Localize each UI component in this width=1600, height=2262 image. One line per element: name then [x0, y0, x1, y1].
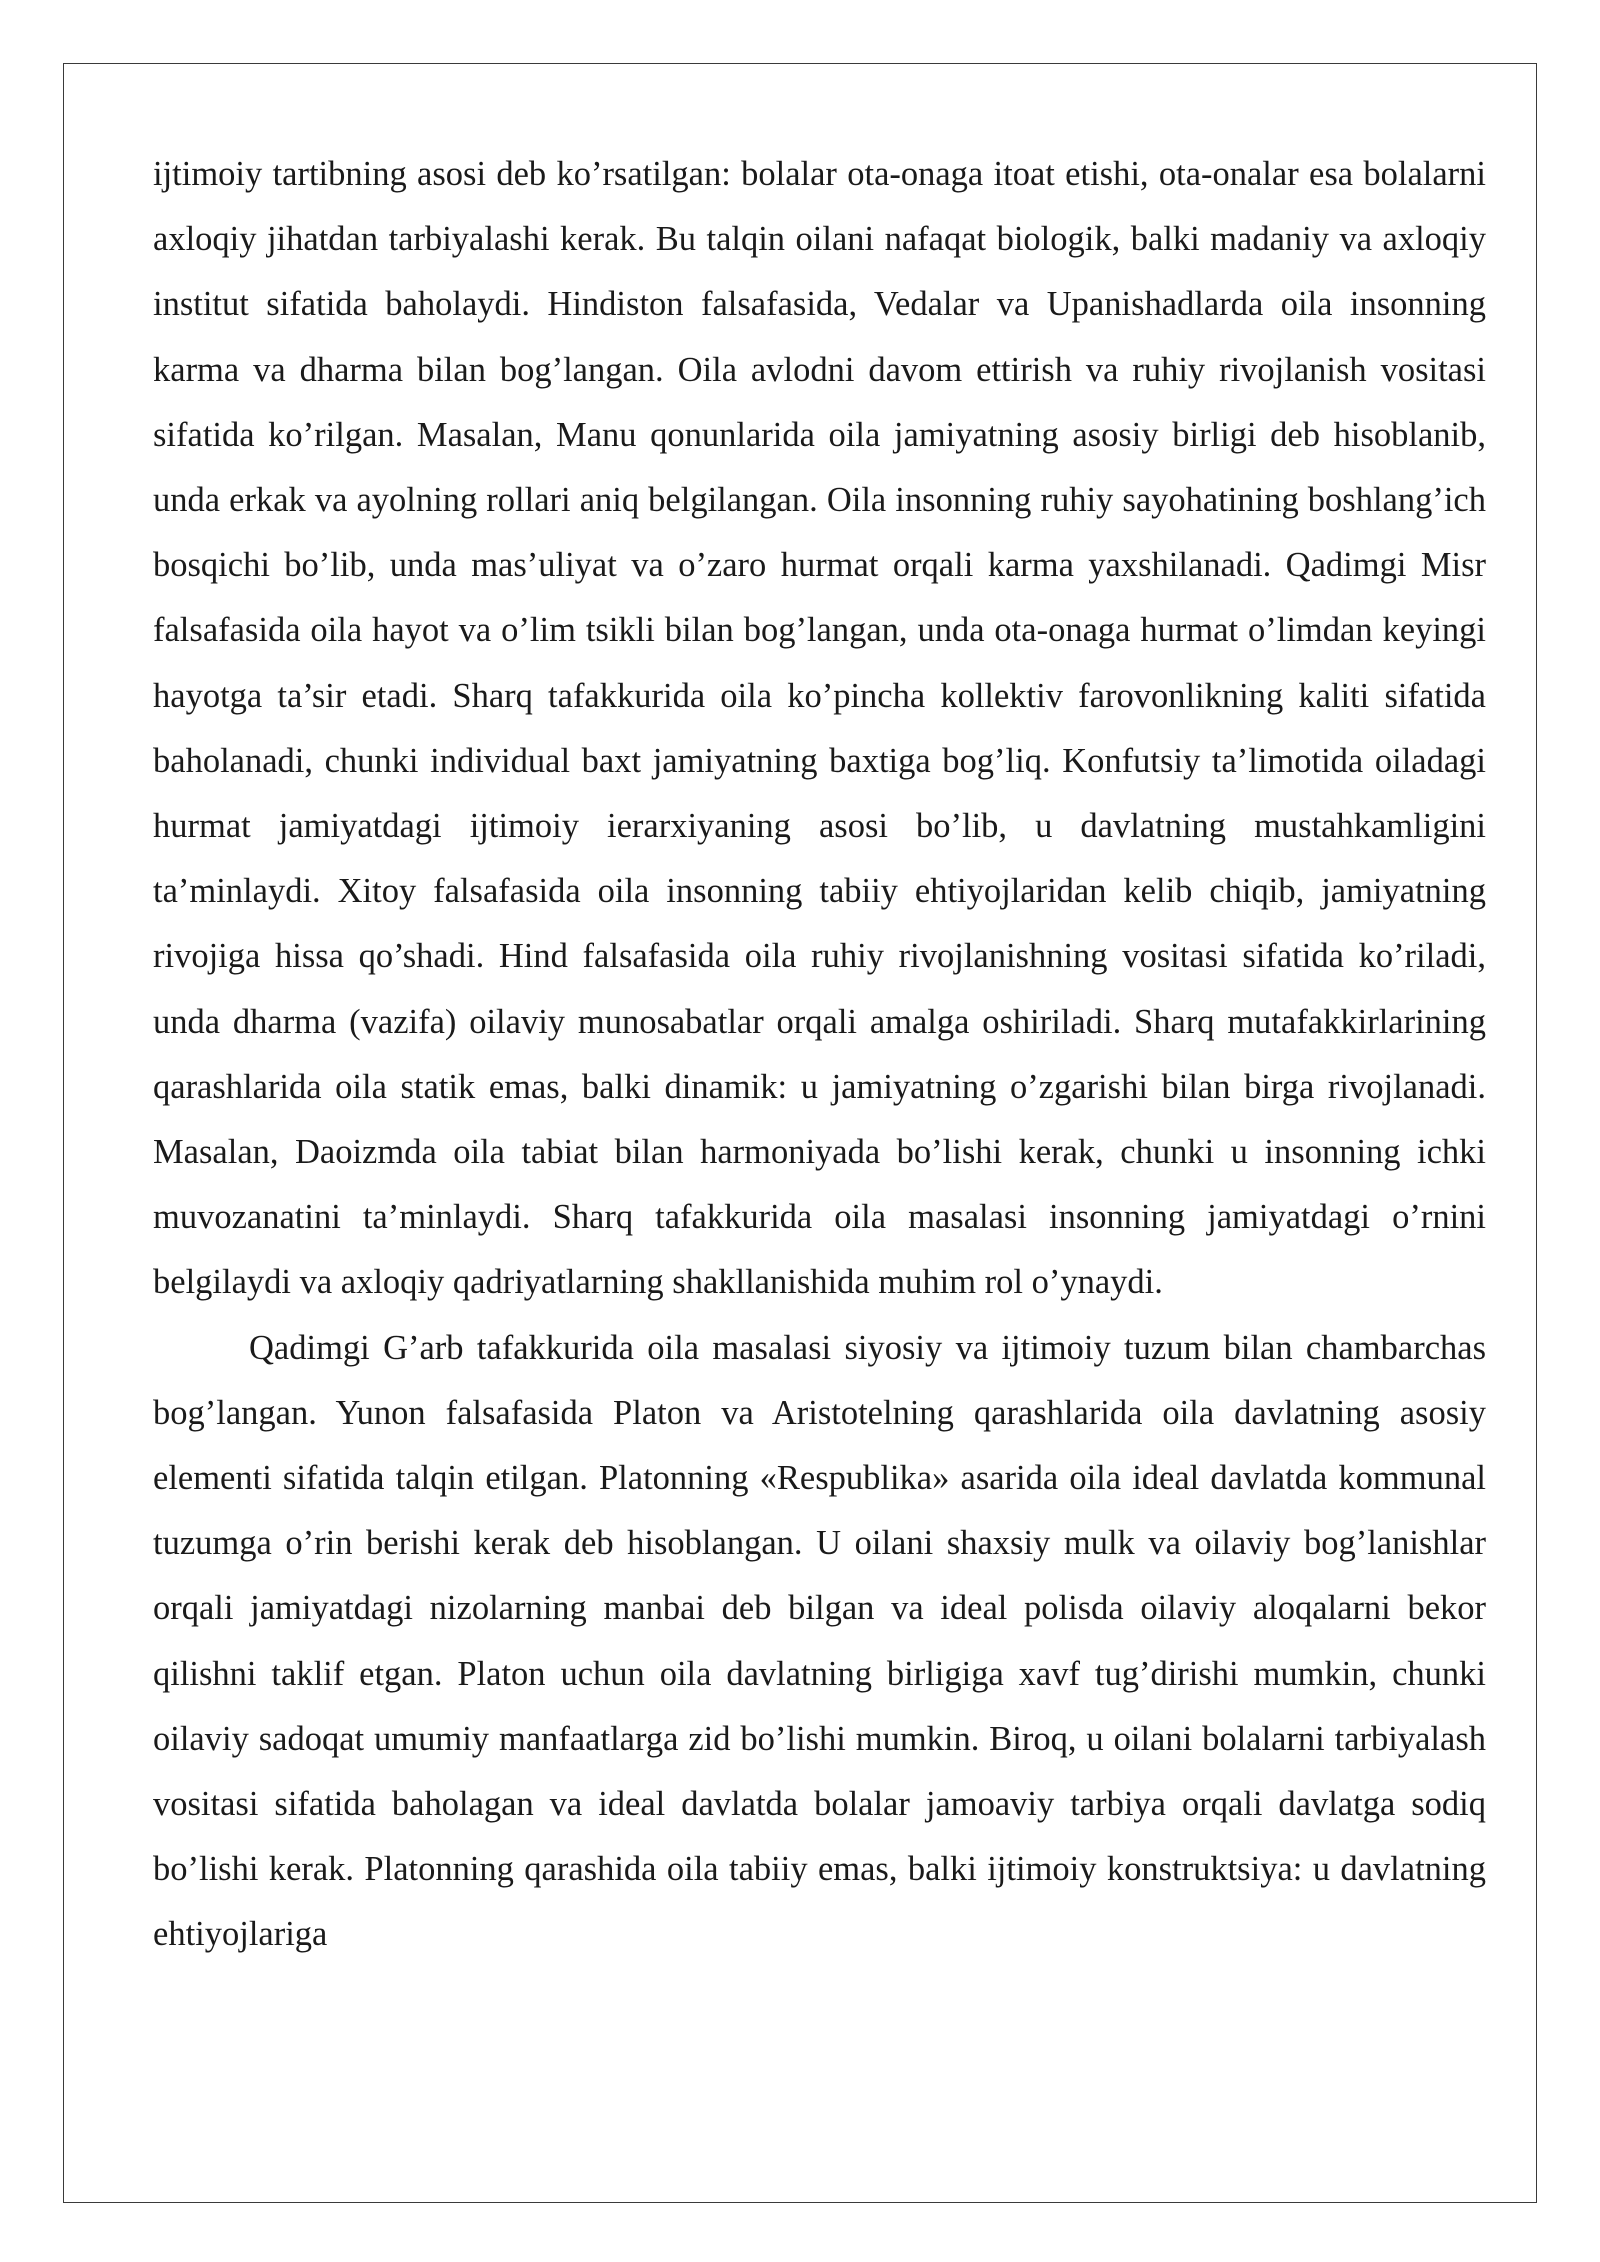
paragraph-2: Qadimgi G’arb tafakkurida oila masalasi siyosiy va ijtimoiy tuzum bilan chambarchas bog’langan. Yunon falsafasida Platon va Aristotelning qarashlarida oila davlatning asosiy elementi sifatida talqin etilgan. Platonning «Respublika» asarida oila ideal davlatda kommunal tuzumga o’rin berishi kerak deb hisoblangan. U oilani shaxsiy mulk va oilaviy bog’lanishlar orqali jamiyatdagi nizolarning manbai deb bilgan va ideal polisda oilaviy aloqalarni bekor qilishni taklif etgan. Platon uchun oila davlatning birligiga xavf tug’dirishi mumkin, chunki oilaviy sadoqat umumiy manfaatlarga zid bo’lishi mumkin. Biroq, u oilani bolalarni tarbiyalash vositasi sifatida baholagan va ideal davlatda bolalar jamoaviy tarbiya orqali davlatga sodiq bo’lishi kerak. Platonning qarashida oila tabiiy emas, balki ijtimoiy konstruktsiya: u davlatning ehtiyojlariga [153, 1328, 1486, 1954]
paragraph-1: ijtimoiy tartibning asosi deb ko’rsatilgan: bolalar ota-onaga itoat etishi, ota-onalar esa bolalarni axloqiy jihatdan tarbiyalashi kerak. Bu talqin oilani nafaqat biologik, balki madaniy va axloqiy institut sifatida baholaydi. Hindiston falsafasida, Vedalar va Upanishadlarda oila insonning karma va dharma bilan bog’langan. Oila avlodni davom ettirish va ruhiy rivojlanish vositasi sifatida ko’rilgan. Masalan, Manu qonunlarida oila jamiyatning asosiy birligi deb hisoblanib, unda erkak va ayolning rollari aniq belgilangan. Oila insonning ruhiy sayohatining boshlang’ich bosqichi bo’lib, unda mas’uliyat va o’zaro hurmat orqali karma yaxshilanadi. Qadimgi Misr falsafasida oila hayot va o’lim tsikli bilan bog’langan, unda ota-onaga hurmat o’limdan keyingi hayotga ta’sir etadi. Sharq tafakkurida oila ko’pincha kollektiv farovonlikning kaliti sifatida baholanadi, chunki individual baxt jamiyatning baxtiga bog’liq. Konfutsiy ta’limotida oiladagi hurmat jamiyatdagi ijtimoiy ierarxiyaning asosi bo’lib, u davlatning mustahkamligini ta’minlaydi. Xitoy falsafasida oila insonning tabiiy ehtiyojlaridan kelib chiqib, jamiyatning rivojiga hissa qo’shadi. Hind falsafasida oila ruhiy rivojlanishning vositasi sifatida ko’riladi, unda dharma (vazifa) oilaviy munosabatlar orqali amalga oshiriladi. Sharq mutafakkirlarining qarashlarida oila statik emas, balki dinamik: u jamiyatning o’zgarishi bilan birga rivojlanadi. Masalan, Daoizmda oila tabiat bilan harmoniyada bo’lishi kerak, chunki u insonning ichki muvozanatini ta’minlaydi. Sharq tafakkurida oila masalasi insonning jamiyatdagi o’rnini belgilaydi va axloqiy qadriyatlarning shakllanishida muhim rol o’ynaydi. [153, 155, 1486, 1302]
document-body [153, 142, 1486, 1968]
